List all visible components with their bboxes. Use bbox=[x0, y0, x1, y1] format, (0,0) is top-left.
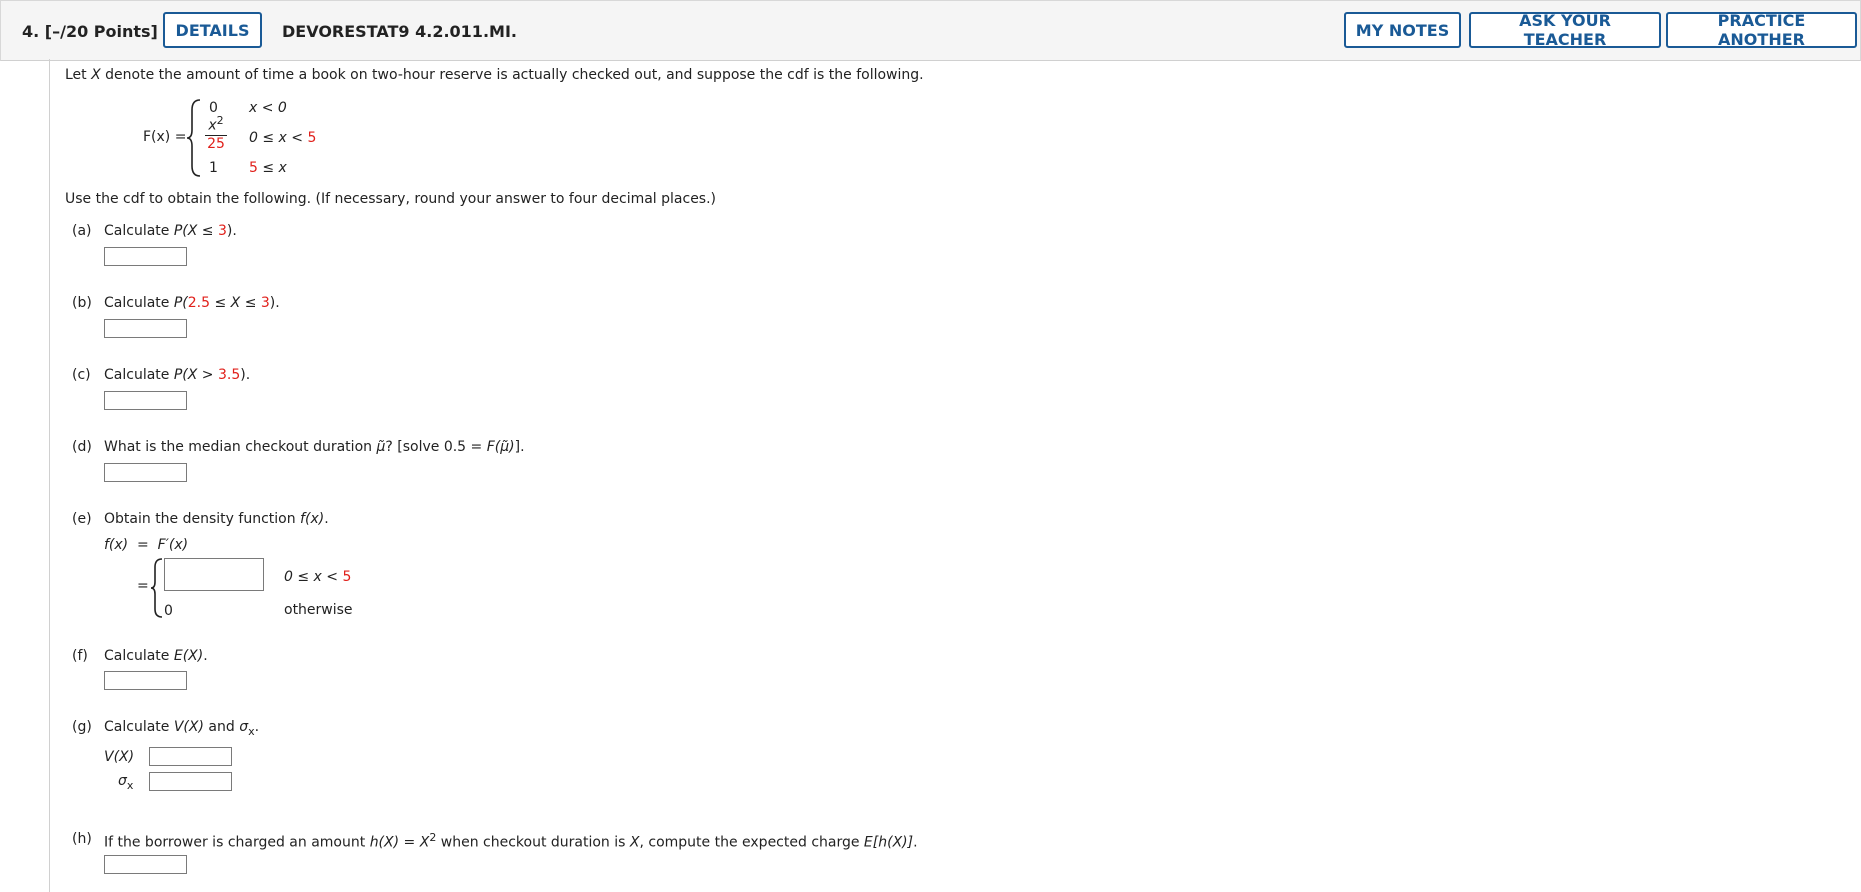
cdf-row1-condition: x < 0 bbox=[249, 100, 287, 116]
part-b-label: (b) bbox=[72, 295, 92, 311]
part-e-derivative-line: f(x) = F′(x) bbox=[104, 537, 189, 553]
cdf-lhs: F(x) = bbox=[143, 129, 187, 145]
part-a-label: (a) bbox=[72, 223, 92, 239]
part-d-label: (d) bbox=[72, 439, 92, 455]
part-e-condition1: 0 ≤ x < 5 bbox=[284, 569, 352, 585]
question-header bbox=[0, 0, 1861, 61]
ask-teacher-button[interactable]: ASK YOUR TEACHER bbox=[1469, 12, 1661, 48]
part-h-label: (h) bbox=[72, 831, 92, 847]
part-e-text: Obtain the density function f(x). bbox=[104, 511, 329, 527]
sigma-answer-input[interactable] bbox=[149, 772, 232, 791]
cdf-row2-condition: 0 ≤ x < 5 bbox=[249, 130, 317, 146]
practice-another-button[interactable]: PRACTICE ANOTHER bbox=[1666, 12, 1857, 48]
part-d-text: What is the median checkout duration μ̃? [solve 0.5 = F(μ̃)]. bbox=[104, 439, 525, 455]
cdf-brace-icon bbox=[186, 98, 204, 178]
part-c-answer-input[interactable] bbox=[104, 391, 187, 410]
part-h-text: If the borrower is charged an amount $h(X) = X^2$ when checkout duration is X, compute the expected charge E[h(X)]. bbox=[104, 831, 918, 851]
part-e-density-input[interactable] bbox=[164, 558, 264, 591]
part-a-text: Calculate P(X ≤ 3). bbox=[104, 223, 237, 239]
question-title bbox=[22, 22, 158, 41]
part-d-answer-input[interactable] bbox=[104, 463, 187, 482]
details-button[interactable]: DETAILS bbox=[163, 12, 262, 48]
cdf-row2-fraction: $x^2$ 25 bbox=[205, 114, 227, 152]
part-b-text: Calculate P(2.5 ≤ X ≤ 3). bbox=[104, 295, 280, 311]
part-h-answer-input[interactable] bbox=[104, 855, 187, 874]
part-a-answer-input[interactable] bbox=[104, 247, 187, 266]
problem-code: DEVORESTAT9 4.2.011.MI. bbox=[282, 22, 517, 41]
part-f-answer-input[interactable] bbox=[104, 671, 187, 690]
part-c-text: Calculate P(X > 3.5). bbox=[104, 367, 251, 383]
intro-text: Let X denote the amount of time a book on two-hour reserve is actually checked out, and suppose the cdf is the following. bbox=[65, 67, 924, 83]
points-label: [–/20 Points] bbox=[44, 22, 158, 41]
part-g-label: (g) bbox=[72, 719, 92, 735]
part-e-label: (e) bbox=[72, 511, 92, 527]
cdf-row3-condition: 5 ≤ x bbox=[249, 160, 287, 176]
cdf-row1-value: 0 bbox=[209, 100, 218, 116]
variance-label: V(X) bbox=[104, 749, 135, 765]
sigma-label: $\sigma_x$ bbox=[118, 773, 134, 792]
my-notes-button[interactable]: MY NOTES bbox=[1344, 12, 1461, 48]
part-e-condition2: otherwise bbox=[284, 602, 353, 618]
part-e-equals: = bbox=[137, 578, 149, 594]
part-f-label: (f) bbox=[72, 648, 88, 664]
question-number: 4. bbox=[22, 22, 40, 41]
part-f-text: Calculate E(X). bbox=[104, 648, 208, 664]
part-g-text: Calculate V(X) and $\sigma_x$. bbox=[104, 719, 260, 738]
instructions-text: Use the cdf to obtain the following. (If necessary, round your answer to four decimal places.) bbox=[65, 191, 717, 207]
content-left-border bbox=[49, 59, 50, 892]
cdf-row3-value: 1 bbox=[209, 160, 218, 176]
part-b-answer-input[interactable] bbox=[104, 319, 187, 338]
part-e-zero: 0 bbox=[164, 603, 173, 619]
variance-answer-input[interactable] bbox=[149, 747, 232, 766]
part-c-label: (c) bbox=[72, 367, 91, 383]
